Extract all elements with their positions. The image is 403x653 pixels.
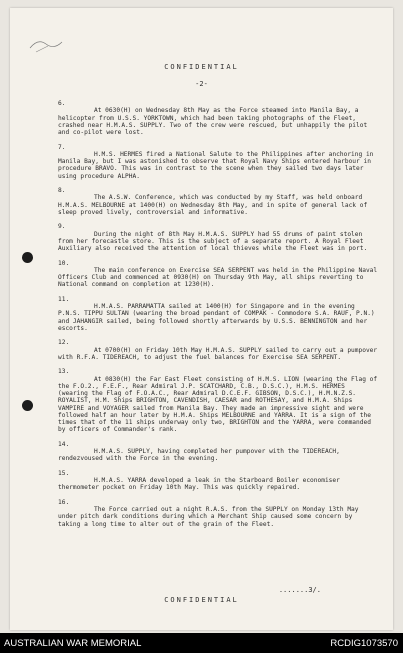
paragraph-13: 13. At 0830(H) the Far East Fleet consisting of H.M.S. LION (wearing the Flag of the F.O.2., F.E.F., Rear Admiral J.P. SCATCHARD, C.B., D.S.C.), H.M.S. HERMES (wearing the Flag of F.O.A.C., Rear Admiral D.C.E.F. GIBSON, D.S.C.), H.M.N.Z.S. ROYALIST, H.M. Ships BRIGHTON, CAVENDISH, CAESAR and ROTHESAY, and H.M.A. Ships VAMPIRE and VOYAGER sailed from Manila Bay. They made an impressive sight and were followed half an hour later by H.M.A. Ships MELBOURNE and YARRA. It is a sign of the times that of the 11 ships underway only two, BRIGHTON and the YARRA, were commanded by officers of Commander's rank. (58, 368, 378, 434)
confidential-footer: CONFIDENTIAL (164, 596, 239, 604)
paragraph-14: 14. H.M.A.S. SUPPLY, having completed her pumpover with the TIDEREACH, rendezvoused with the Force in the evening. (58, 440, 340, 463)
paragraph-6: 6. At 0630(H) on Wednesday 8th May as the Force steamed into Manila Bay, a helicopter from U.S.S. YORKTOWN, which had been taking photographs of the Fleet, crashed near H.M.A.S. SUPPLY. Two of the crew were rescued, but unhappily the pilot and co-pilot were lost. (58, 100, 368, 136)
record-id: RCDIG1073570 (330, 638, 398, 649)
paragraph-8: 8. The A.S.W. Conference, which was conducted by my Staff, was held onboard H.M.A.S. MELBOURNE at 1400(H) on Wednesday 8th May, and in spite of general lack of sleep proved lively, controversial and informative. (58, 187, 368, 216)
page-number: -2- (195, 80, 208, 88)
document-body (58, 100, 378, 535)
paragraph-12: 12. At 0700(H) on Friday 10th May H.M.A.S. SUPPLY sailed to carry out a pumpover with R.F.A. TIDEREACH, to adjust the fuel balances for Exercise SEA SERPENT. (58, 339, 378, 361)
archive-name: AUSTRALIAN WAR MEMORIAL (4, 638, 142, 649)
paragraph-11: 11. H.M.A.S. PARRAMATTA sailed at 1400(H) for Singapore and in the evening P.N.S. TIPPU SULTAN (wearing the broad pendant of COMPAK - Commodore S.A. RAUF, P.N.) and JAHANGIR sailed, being followed shortly afterwards by U.S.S. BENNINGTON and her escorts. (58, 295, 375, 332)
caption-bar (0, 633, 403, 653)
paragraph-10: 10. The main conference on Exercise SEA SERPENT was held in the Philippine Naval Officers Club and commenced at 0930(H) on Thursday 9th May, all ships reverting to National command on completion at 1230(H). (58, 259, 378, 289)
confidential-header: CONFIDENTIAL (164, 63, 239, 71)
punch-hole (22, 400, 33, 411)
handwritten-mark (28, 34, 68, 56)
paragraph-15: 15. H.M.A.S. YARRA developed a leak in the Starboard Boiler economiser thermometer pocket on Friday 10th May. This was quickly repaired. (58, 469, 340, 492)
paragraph-9: 9. During the night of 8th May H.M.A.S. SUPPLY had 55 drums of paint stolen from her forecastle store. This is the subject of a separate report. A Royal Fleet Auxiliary also received the attention of local thieves while the Fleet was in port. (58, 223, 368, 252)
paragraph-7: 7. H.M.S. HERMES fired a National Salute to the Philippines after anchoring in Manila Bay, but I was astonished to observe that Royal Navy Ships entered harbour in procedure BRAVO. This was in contrast to the scene when they sailed two days later using procedure ALPHA. (58, 143, 374, 180)
paragraph-16: 16. The Force carried out a night R.A.S. from the SUPPLY on Monday 13th May under pitch dark conditions during which a Merchant Ship caused some concern by taking a long time to alter out of the grain of the Fleet. (58, 498, 359, 528)
document-page (10, 8, 393, 630)
continuation-mark: .......3/. (278, 586, 321, 594)
punch-hole (22, 252, 33, 263)
